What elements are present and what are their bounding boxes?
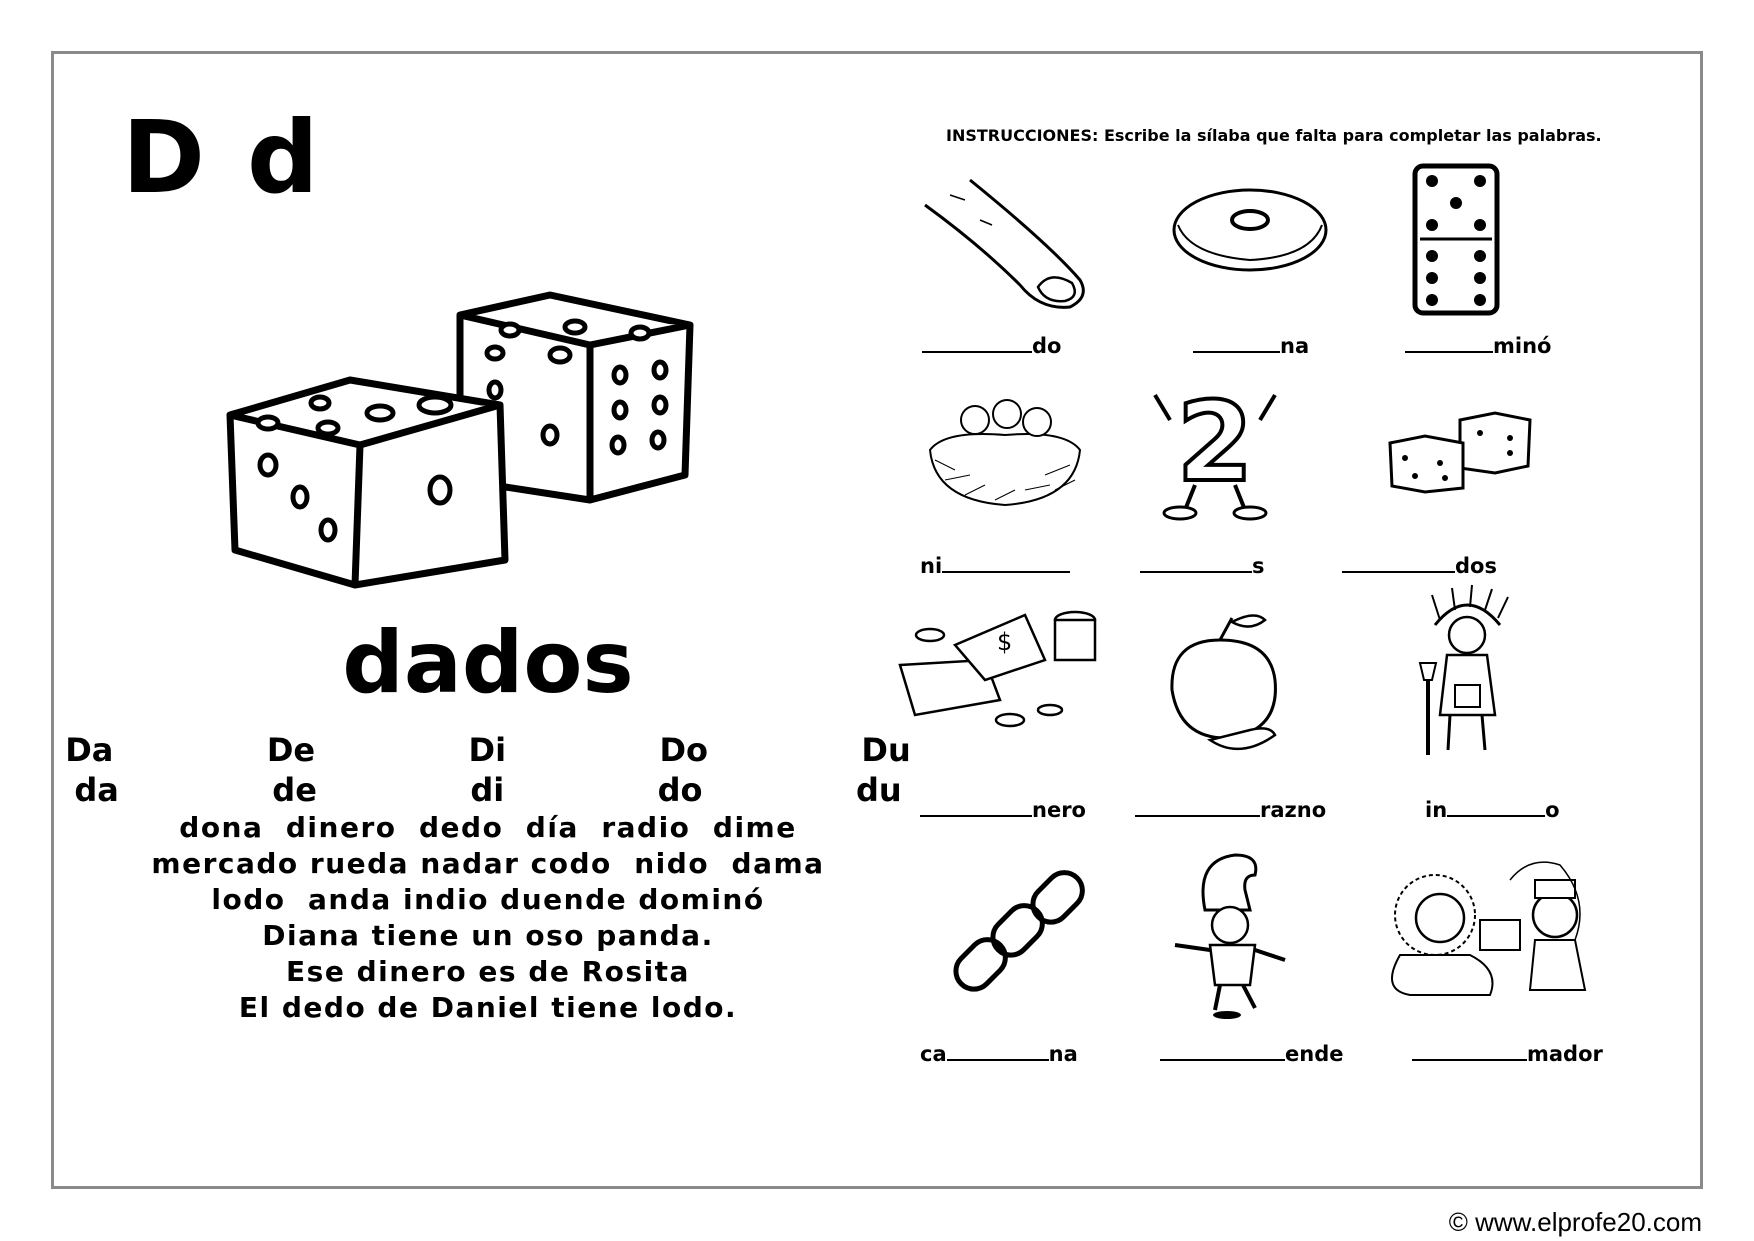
answer-blank[interactable] (942, 553, 1070, 573)
answer-blank[interactable] (947, 1041, 1049, 1061)
exercise-label: in o (1425, 798, 1560, 822)
exercise-label: do (922, 333, 1061, 358)
peach-icon (1160, 610, 1290, 760)
svg-text:2: 2 (1176, 378, 1254, 506)
syllables-lower: da de di do du (74, 771, 902, 809)
answer-blank[interactable] (1160, 1041, 1285, 1061)
keyword-title: dados (342, 613, 634, 713)
indian-child-icon (1410, 585, 1525, 760)
answer-blank[interactable] (1412, 1041, 1527, 1061)
letter-lower: d (247, 99, 323, 216)
answer-blank[interactable] (1140, 553, 1252, 573)
exercise-label: minó (1405, 333, 1551, 358)
lion-tamer-icon (1360, 860, 1615, 1000)
money-icon (895, 605, 1100, 735)
finger-icon (920, 175, 1090, 315)
answer-blank[interactable] (922, 333, 1032, 353)
chain-icon (955, 865, 1085, 995)
instructions: INSTRUCCIONES: Escribe la sílaba que falta para completar las palabras. (946, 126, 1602, 145)
number-two-icon (1150, 375, 1280, 520)
exercise-label: s (1140, 553, 1265, 578)
answer-blank[interactable] (920, 797, 1032, 817)
answer-blank[interactable] (1342, 553, 1455, 573)
answer-blank[interactable] (1193, 333, 1280, 353)
dice-icon (1385, 408, 1535, 493)
exercise-label: na (1193, 333, 1309, 358)
exercise-label: ende (1160, 1041, 1343, 1066)
exercise-label: ni (920, 553, 1070, 578)
domino-icon (1412, 163, 1500, 316)
exercise-label: nero (920, 797, 1086, 822)
exercise-label: dos (1342, 553, 1497, 578)
answer-blank[interactable] (1135, 797, 1260, 817)
word-line: dona dinero dedo día radio dime (179, 811, 797, 844)
exercise-label: ca na (920, 1042, 1078, 1066)
sentence-line: Diana tiene un oso panda. (262, 919, 714, 952)
elf-icon (1165, 850, 1295, 1020)
syllables-upper: Da De Di Do Du (65, 731, 911, 769)
word-line: lodo anda indio duende dominó (211, 883, 765, 916)
svg-text:$: $ (997, 628, 1013, 656)
letter-upper: D (122, 99, 210, 216)
exercise-label: mador (1412, 1041, 1603, 1066)
copyright-link[interactable]: © www.elprofe20.com (1448, 1207, 1702, 1237)
dice-illustration (220, 285, 720, 595)
exercise-label: razno (1135, 797, 1326, 822)
answer-blank[interactable] (1405, 333, 1493, 353)
nest-icon (925, 390, 1085, 510)
donut-icon (1170, 185, 1330, 275)
word-line: mercado rueda nadar codo nido dama (151, 847, 825, 880)
reading-text (0, 730, 976, 1026)
answer-blank[interactable] (1447, 797, 1545, 817)
letter-heading (122, 99, 361, 216)
sentence-line: El dedo de Daniel tiene lodo. (238, 991, 738, 1024)
sentence-line: Ese dinero es de Rosita (286, 955, 690, 988)
